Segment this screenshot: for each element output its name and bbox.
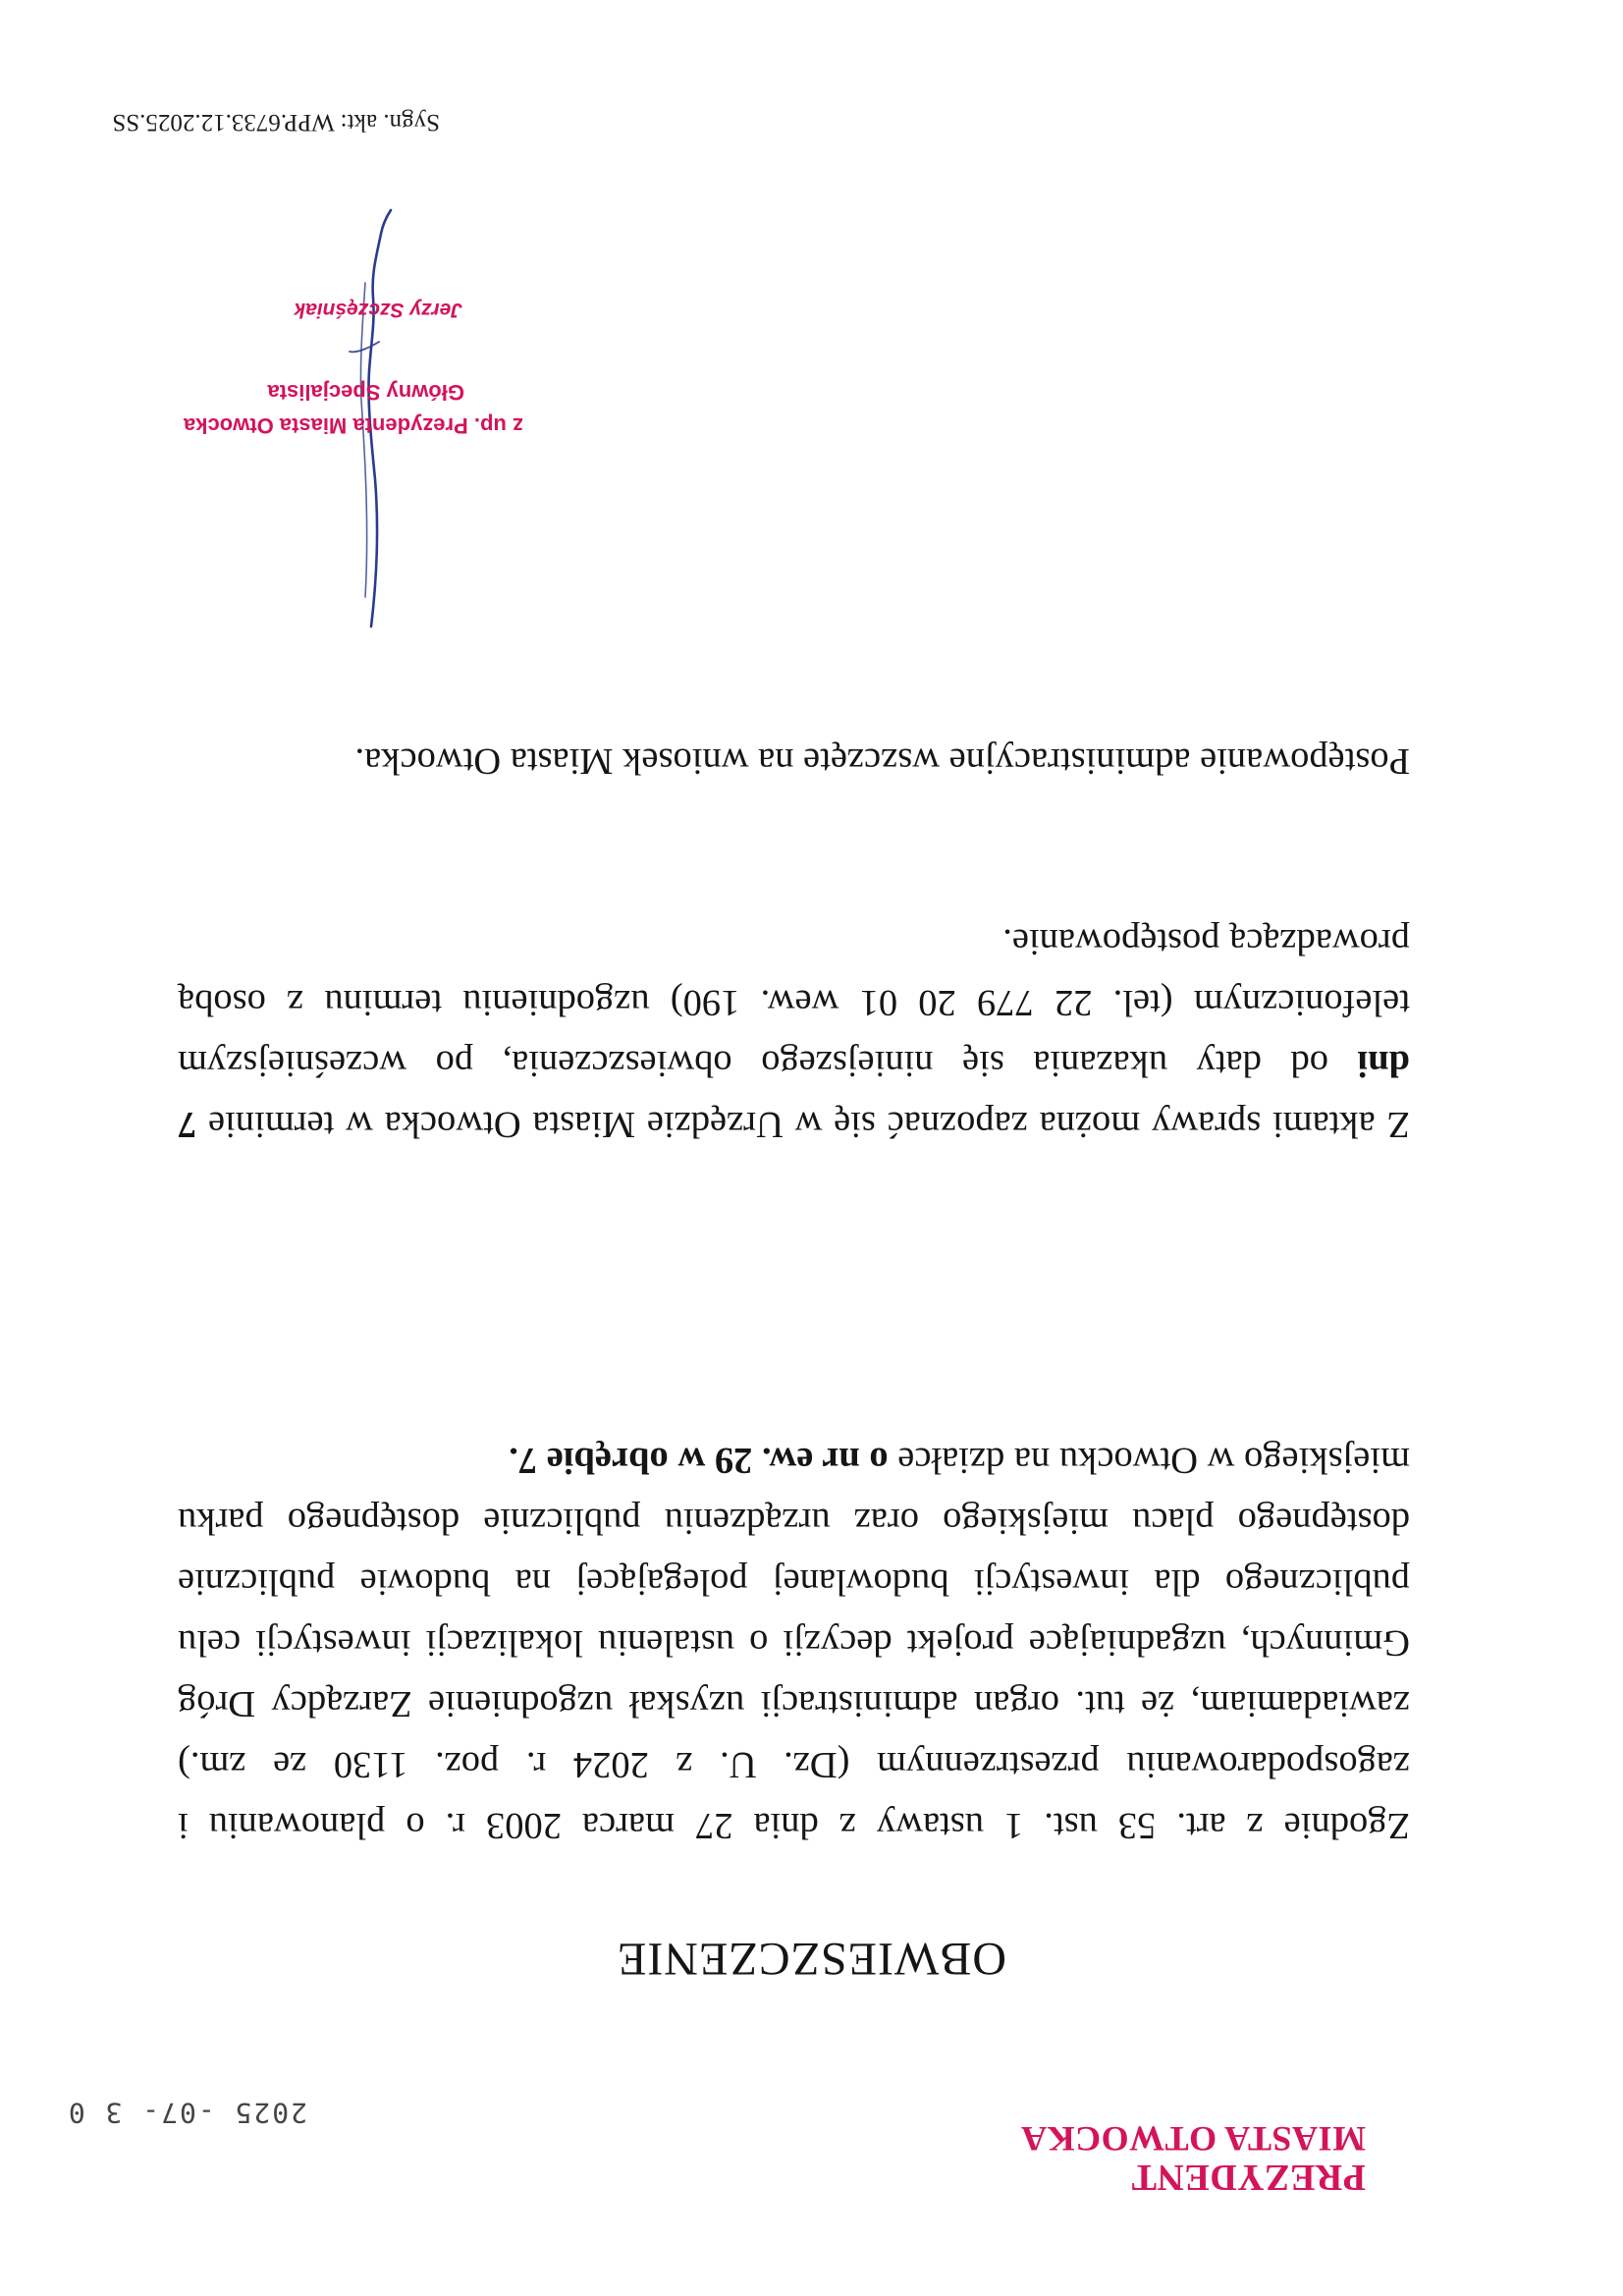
- issuer-stamp: [1021, 2119, 1366, 2196]
- paragraph-notice: [178, 1430, 1410, 1856]
- signatory-name: Jerzy Szczęśniak: [294, 299, 462, 321]
- signatory-authority: z up. Prezydenta Miasta Otwocka: [184, 413, 523, 438]
- paragraph-files-text-before: Z aktami sprawy można zapoznać się w Urzędzie Miasta Otwocka w terminie: [196, 1104, 1410, 1145]
- parcel-number: o nr ew. 29 w obrębie 7.: [509, 1440, 889, 1481]
- case-reference: Sygn. akt: WPP.6733.12.2025.SS: [112, 109, 440, 136]
- deadline-days: 7 dni: [178, 1043, 1410, 1145]
- paragraph-proceedings: Postępowanie administracyjne wszczęte na wniosek Miasta Otwocka.: [354, 740, 1410, 782]
- issuer-stamp-line2: MIASTA OTWOCKA: [1020, 2119, 1366, 2159]
- paragraph-notice-text: Zgodnie z art. 53 ust. 1 ustawy z dnia 27 marca 2003 r. o planowaniu i zagospodarowaniu przestrzennym (Dz. U. z 2024 r. poz. 1130 ze zm.) zawiadamiam, że tut. organ administracji uzyskał uzgodnienie Zarządcy Dróg Gminnych, uzgadniające projekt decyzji o ustaleniu lokalizacji inwestycji celu publicznego dla inwestycji budowlanej polegającej na budowie publicznie dostępnego placu miejskiego oraz urządzeniu publicznie dostępnego parku miejskiego w Otwocku na działce: [178, 1440, 1410, 1846]
- received-date-stamp: 2025 -07- 3 0: [66, 2097, 307, 2129]
- issuer-stamp-line1: PREZYDENT: [1131, 2157, 1366, 2198]
- paragraph-files-text-after: od daty ukazania się niniejszego obwieszczenia, po wcześniejszym telefonicznym (tel. 22 779 20 01 wew. 190) uzgodnieniu terminu z osobą prowadzącą postępowanie.: [178, 921, 1410, 1084]
- paragraph-files-access: [178, 911, 1410, 1155]
- signatory-position: Główny Specjalista: [267, 380, 464, 405]
- document-title: OBWIESZCZENIE: [617, 1933, 1006, 1985]
- signatory-stamp: [184, 293, 523, 442]
